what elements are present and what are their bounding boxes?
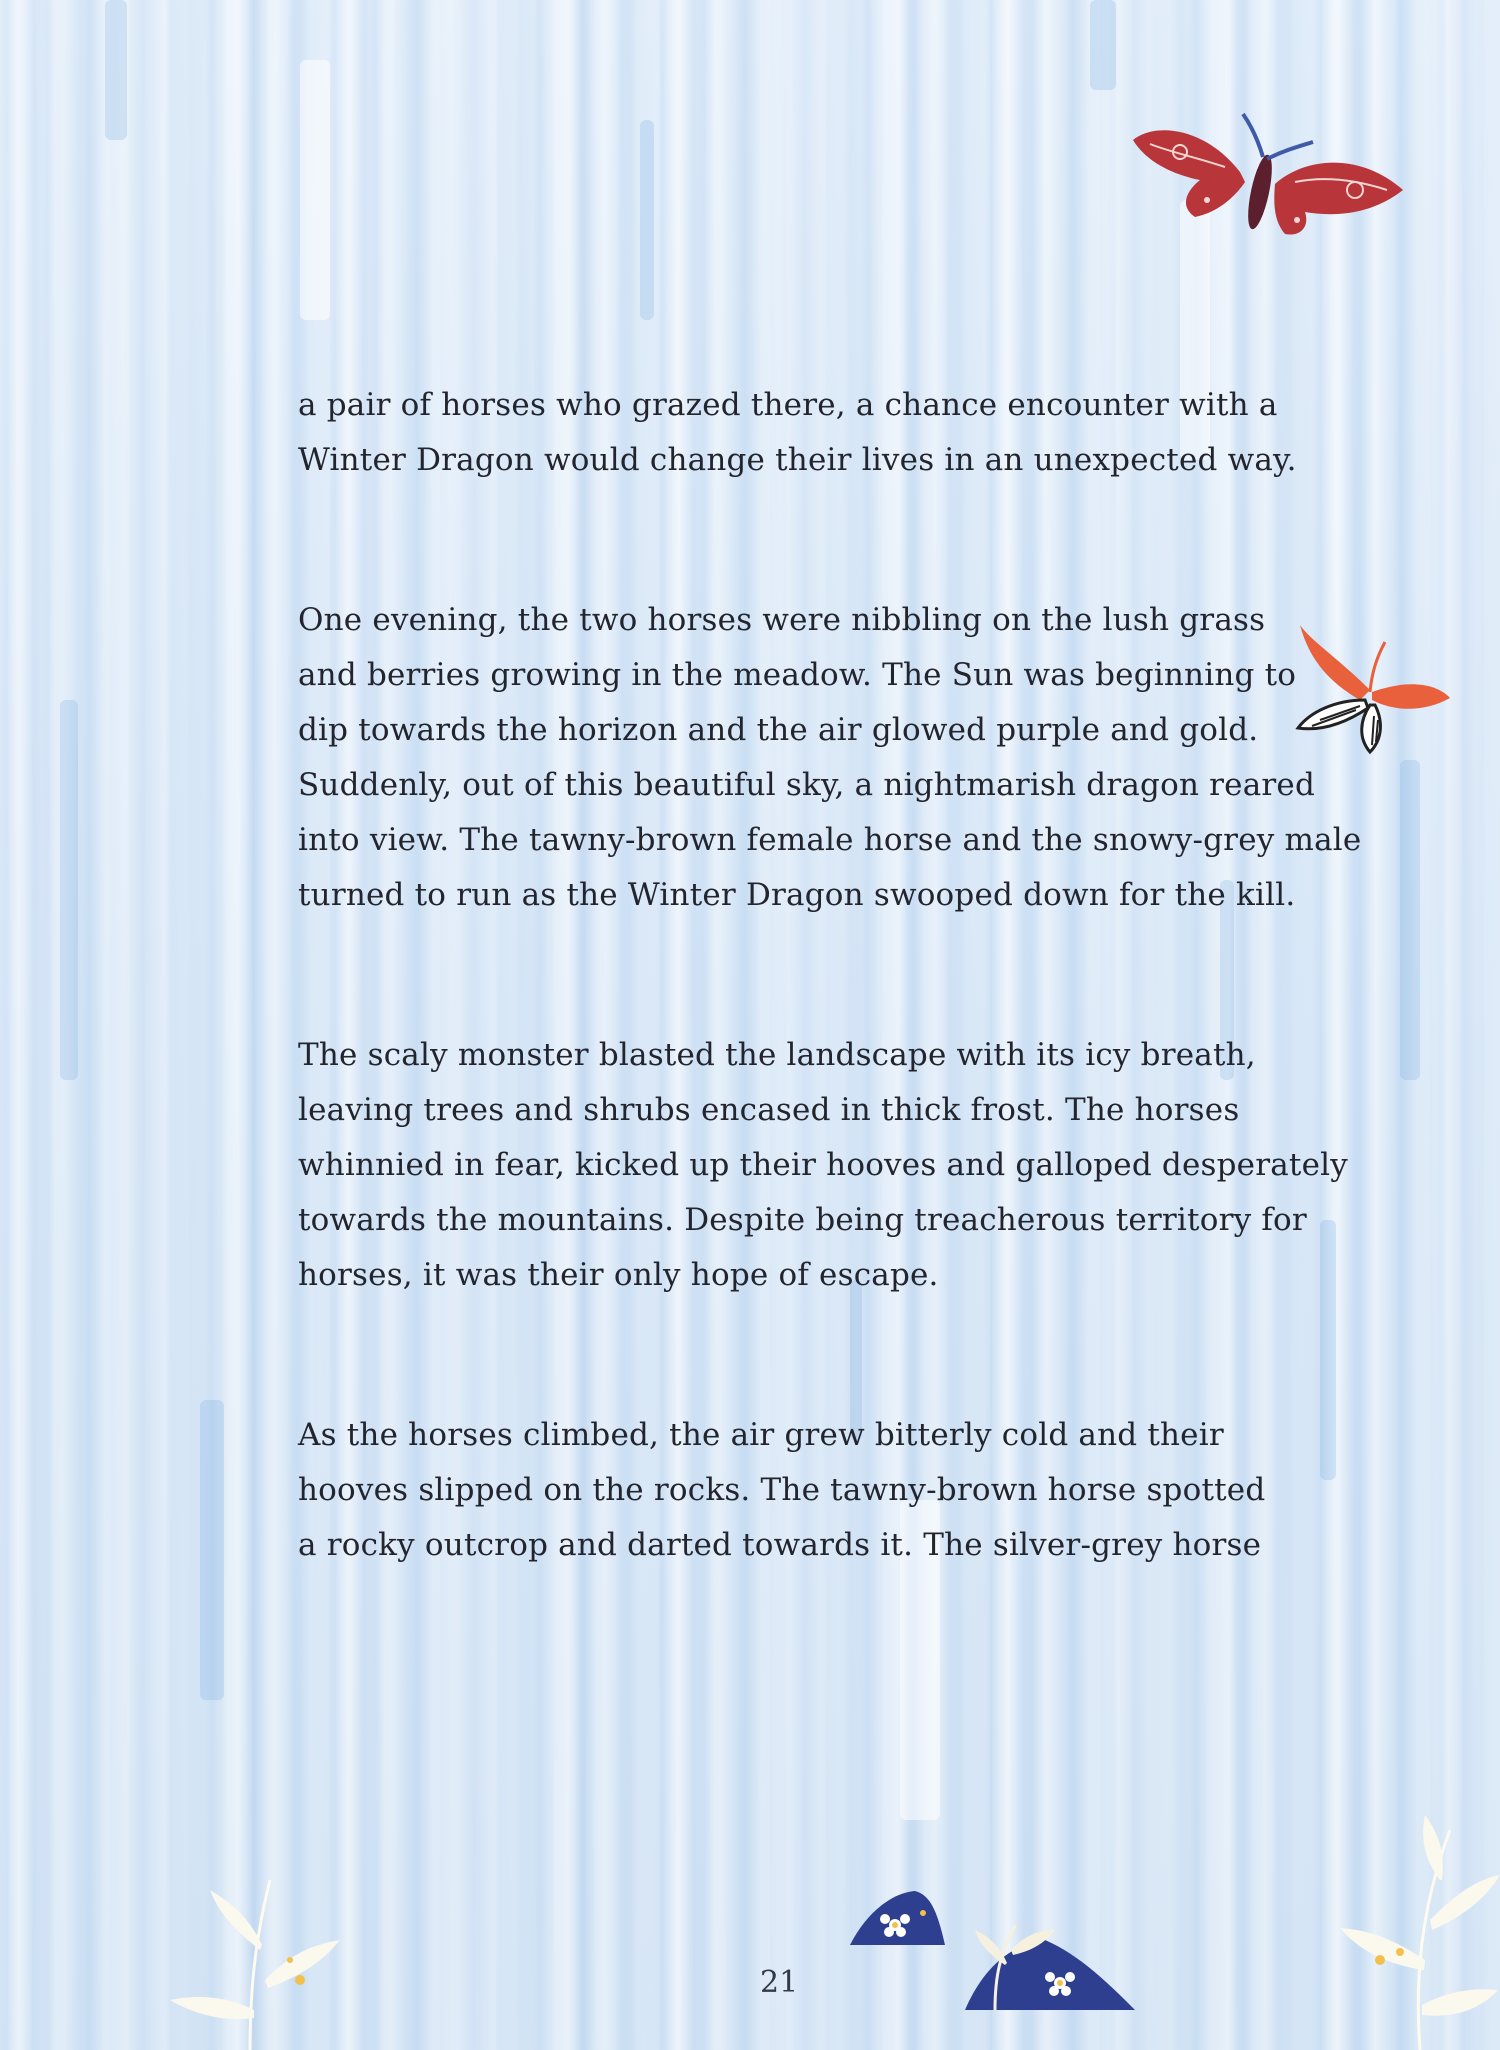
page-number: 21 (760, 1965, 799, 2000)
paint-streak (200, 1400, 224, 1700)
text-line: whinnied in fear, kicked up their hooves and galloped desperately (298, 1147, 1348, 1183)
paint-streak (1400, 760, 1420, 1080)
text-line: horses, it was their only hope of escape. (298, 1257, 939, 1293)
paragraph-3 (298, 1028, 1348, 1303)
leaf-illustration (150, 1860, 350, 2050)
paint-streak (300, 60, 330, 320)
text-line: Winter Dragon would change their lives in an unexpected way. (298, 442, 1297, 478)
text-line: and berries growing in the meadow. The Sun was beginning to (298, 657, 1297, 693)
paint-streak (1090, 0, 1116, 90)
paragraph-4 (298, 1408, 1265, 1573)
paint-streak (105, 0, 127, 140)
text-line: The scaly monster blasted the landscape with its icy breath, (298, 1037, 1256, 1073)
text-line: a pair of horses who grazed there, a chance encounter with a (298, 387, 1278, 423)
paragraph-2 (298, 593, 1361, 923)
text-line: turned to run as the Winter Dragon swooped down for the kill. (298, 877, 1296, 913)
text-line: hooves slipped on the rocks. The tawny-brown horse spotted (298, 1472, 1266, 1508)
text-line: into view. The tawny-brown female horse and the snowy-grey male (298, 822, 1362, 858)
paint-streak (640, 120, 654, 320)
text-line: Suddenly, out of this beautiful sky, a nightmarish dragon reared (298, 767, 1316, 803)
rock-flower-illustration (845, 1885, 1145, 2015)
leaf-illustration (1300, 1800, 1500, 2050)
paint-streak (60, 700, 78, 1080)
text-line: One evening, the two horses were nibbling on the lush grass (298, 602, 1266, 638)
text-line: a rocky outcrop and darted towards it. The silver-grey horse (298, 1527, 1262, 1563)
text-line: towards the mountains. Despite being treacherous territory for (298, 1202, 1307, 1238)
paragraph-1 (298, 378, 1297, 488)
moth-illustration (1125, 112, 1410, 242)
text-line: leaving trees and shrubs encased in thick frost. The horses (298, 1092, 1240, 1128)
text-line: As the horses climbed, the air grew bitterly cold and their (298, 1417, 1224, 1453)
text-line: dip towards the horizon and the air glowed purple and gold. (298, 712, 1259, 748)
